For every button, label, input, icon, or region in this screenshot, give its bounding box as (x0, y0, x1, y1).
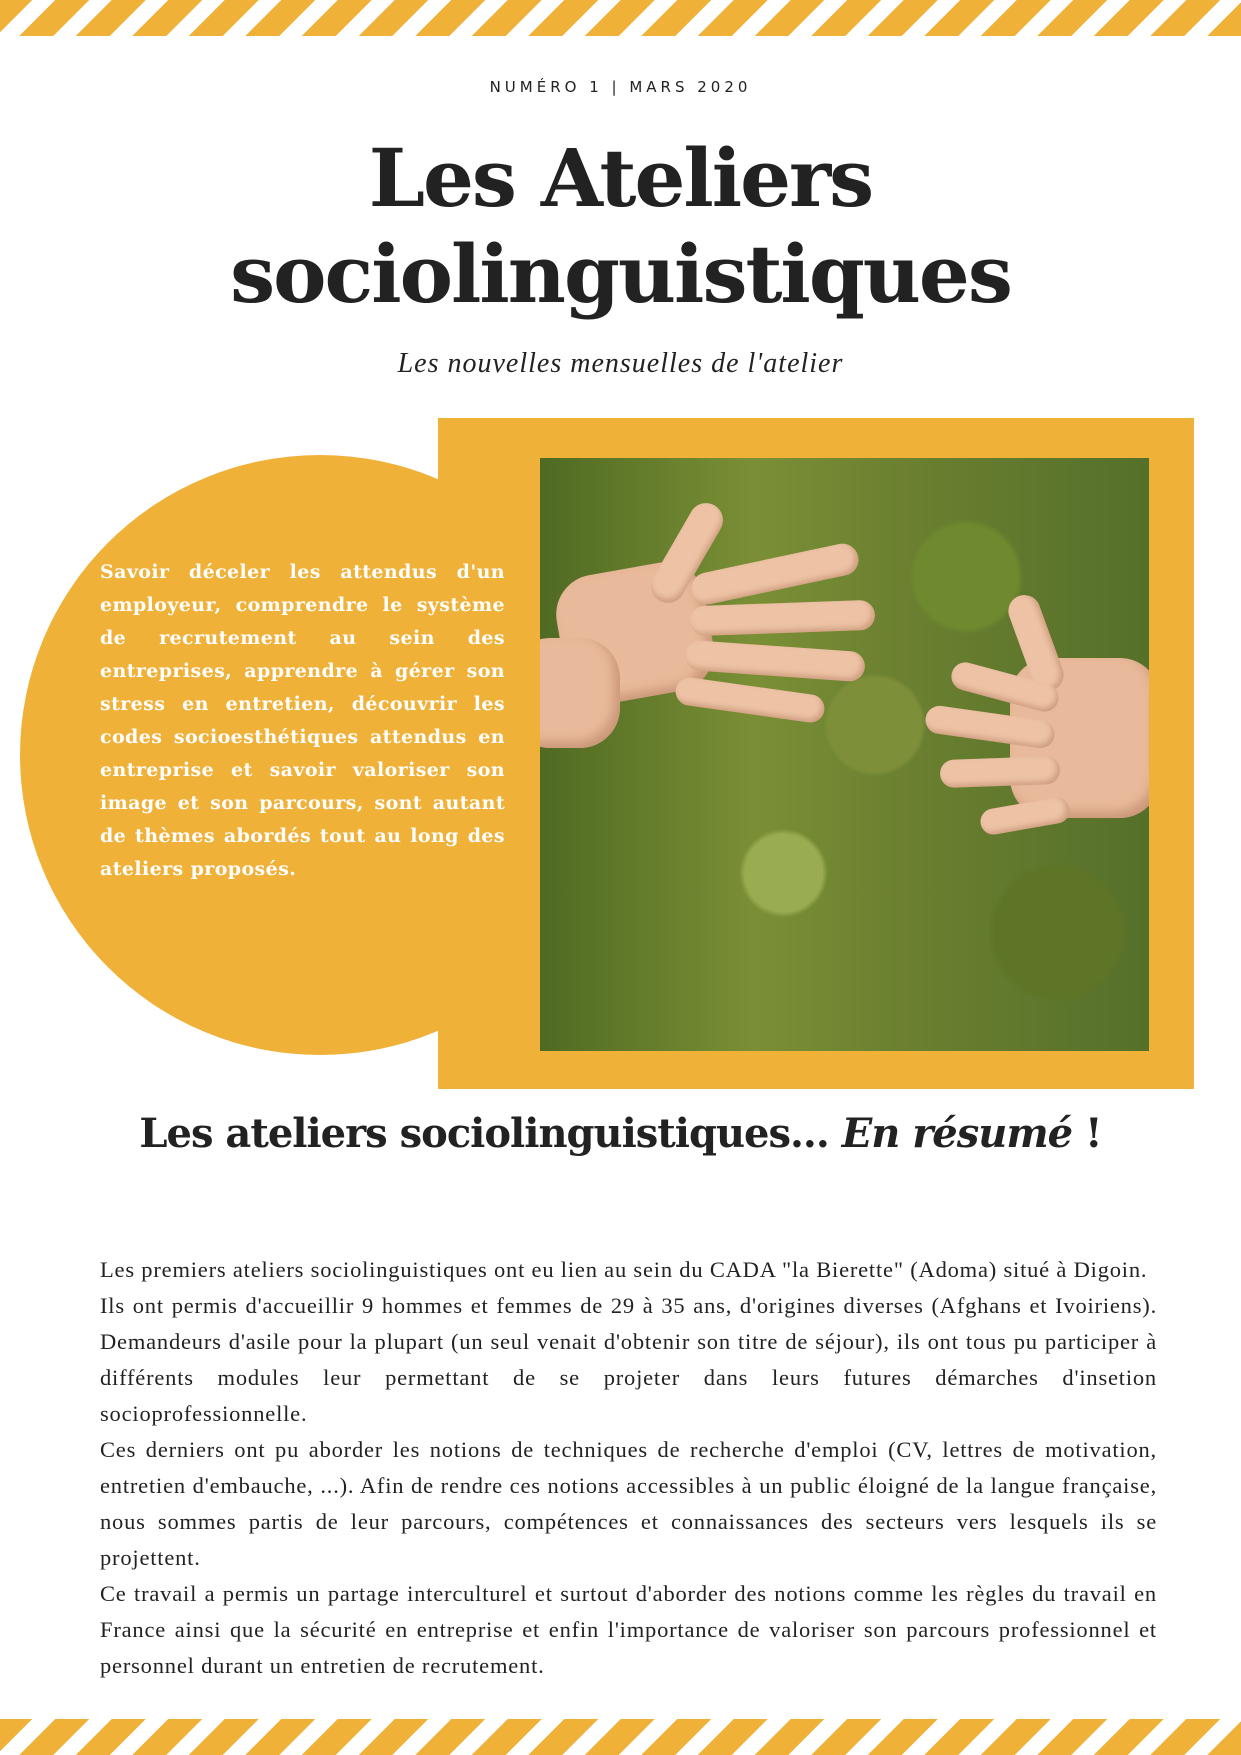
summary-paragraph: Ces derniers ont pu aborder les notions de techniques de recherche d'emploi (CV, lettres de motivation, entretien d'embauche, ...). Afin de rendre ces notions accessibles à un public éloigné de la langue française, nous sommes partis de leur parcours, compétences et connaissances des secteurs vers lesquels ils se projettent. (100, 1437, 1157, 1570)
summary-body (100, 1252, 1157, 1684)
summary-heading-main: Les ateliers sociolinguistiques... (139, 1110, 842, 1157)
title-line-1: Les Ateliers (368, 131, 873, 225)
title-line-2: sociolinguistiques (230, 227, 1011, 321)
summary-paragraph: Les premiers ateliers sociolinguistiques ont eu lien au sein du CADA "la Bierette" (Adoma) situé à Digoin. (100, 1257, 1148, 1282)
summary-paragraph: Ce travail a permis un partage interculturel et surtout d'aborder des notions comme les règles du travail en France ainsi que la sécurité en entreprise et enfin l'importance de valoriser son parcours professionnel et personnel durant un entretien de recrutement. (100, 1581, 1157, 1678)
page-subtitle: Les nouvelles mensuelles de l'atelier (397, 348, 844, 379)
right-finger-shape (940, 756, 1061, 788)
left-finger-shape (674, 676, 826, 725)
summary-heading-emphasis: En résumé (841, 1110, 1073, 1157)
left-arm-shape (540, 638, 620, 748)
summary-paragraph: Ils ont permis d'accueillir 9 hommes et femmes de 29 à 35 ans, d'origines diverses (Afghans et Ivoiriens). Demandeurs d'asile pour la plupart (un seul venait d'obtenir son titre de séjour), ils ont tous pu participer à différents modules leur permettant de se projeter dans leurs futures démarches d'insetion socioprofessionnelle. (100, 1293, 1157, 1426)
left-finger-shape (689, 541, 862, 608)
summary-heading-end: ! (1072, 1110, 1102, 1157)
feature-text: Savoir déceler les attendus d'un employeur, comprendre le système de recrutement au sein des entreprises, apprendre à gérer son stress en entretien, découvrir les codes socioesthétiques attendus en entreprise et savoir valoriser son image et son parcours, sont autant de thèmes abordés tout au long des ateliers proposés. (100, 561, 505, 880)
top-stripe-border (0, 0, 1241, 36)
left-finger-shape (690, 600, 876, 636)
bottom-stripe-border (0, 1719, 1241, 1755)
hands-on-tree-photo (540, 458, 1149, 1051)
left-finger-shape (684, 640, 866, 682)
issue-label: NUMÉRO 1 | MARS 2020 (489, 78, 752, 96)
summary-heading (0, 1110, 1241, 1157)
page-title (120, 130, 1121, 322)
